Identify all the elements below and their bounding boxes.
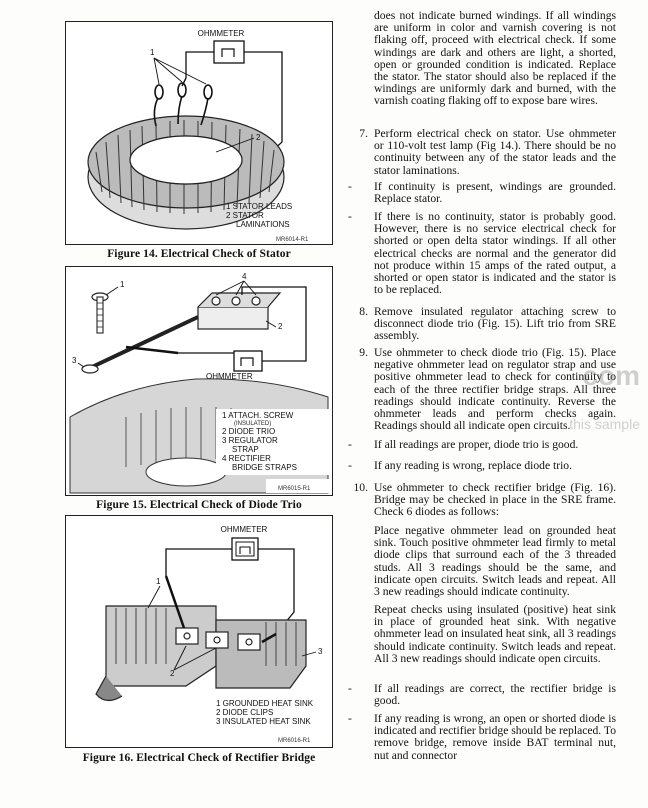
figure-code: MR6016-R1 — [278, 738, 311, 744]
callout-2: 2 — [256, 133, 261, 142]
dash: - — [348, 210, 352, 223]
intro-paragraph: does not indicate burned windings. If all windings are uniform in color and varnish covering is not flaking off, proceed with electrical check. If some windings are dark and others are light, a shorted, open or grounded condition is indicated. Replace the stator. The stator should also be replaced if the windings are uniformly dark and burned, with the varnish coating flaking off to expose bare wires. — [374, 9, 616, 108]
legend-item-1b: (INSULATED) — [234, 421, 272, 427]
callout-3: 3 — [318, 647, 323, 656]
ohmmeter-label: OHMMETER — [206, 372, 253, 381]
step-number: 8. — [359, 305, 368, 318]
callout-1: 1 — [120, 280, 125, 289]
figure-15-caption: Figure 15. Electrical Check of Diode Trio — [96, 499, 302, 511]
bullet-bridge-replace: - If any reading is wrong, an open or shorted diode is indicated and rectifier bridge should be replaced. To remove bridge, remove inside BAT terminal nut, nut and connector — [348, 712, 616, 762]
dash: - — [348, 459, 352, 472]
figure-15-frame — [65, 266, 333, 496]
step-10: 10. Use ohmmeter to check rectifier bridge (Fig. 16). Bridge may be checked in place in the SRE frame. Check 6 diodes as follows: — [348, 482, 616, 519]
step-8: 8. Remove insulated regulator attaching screw to disconnect diode trio (Fig. 15). Lift trio from SRE assembly. — [348, 306, 616, 343]
text-column — [348, 0, 616, 808]
bullet-trio-good: - If all readings are proper, diode trio is good. — [348, 438, 579, 451]
stator-illustration — [66, 22, 332, 244]
callout-1: 1 — [150, 48, 155, 57]
figure-16-frame — [65, 515, 333, 748]
legend-item-2b: LAMINATIONS — [236, 220, 290, 229]
bullet-bridge-good: - If all readings are correct, the rectifier bridge is good. — [348, 682, 616, 708]
dash: - — [348, 180, 352, 193]
paragraph-grounded-check: Place negative ohmmeter lead on grounded heat sink. Touch positive ohmmeter lead firmly to metal diode clips that surround each of the 3 threaded studs. All 3 readings should be the same, and indicate open circuits. Switch leads and repeat. All 3 new readings should indicate continuity. — [374, 524, 616, 599]
figure-16-caption: Figure 16. Electrical Check of Rectifier Bridge — [82, 752, 316, 764]
grounded-heat-sink — [106, 606, 216, 686]
diode-trio — [198, 307, 268, 329]
bullet-continuity: - If continuity is present, windings are grounded. Replace stator. — [348, 180, 616, 206]
step-number: 9. — [359, 346, 368, 359]
callout-4: 4 — [242, 272, 247, 281]
ohmmeter-label: OHMMETER — [197, 29, 245, 38]
legend-item-1: 1 ATTACH. SCREW — [222, 411, 294, 420]
figure-14-frame — [65, 21, 333, 245]
figure-code: MR6014-R1 — [276, 237, 309, 243]
watermark-sample: this sample — [569, 416, 640, 432]
legend-item-4b: BRIDGE STRAPS — [232, 463, 297, 472]
step-9: 9. Use ohmmeter to check diode trio (Fig. 15). Place negative ohmmeter lead on regulator strap and use positive ohmmeter lead to check for continuity to each of the three rectifier bridge straps. All three readings should indicate continuity. Reverse the ohmmeter leads and perform checks again. Readings should all indicate open circuits. — [348, 347, 616, 432]
diode-trio-illustration — [66, 267, 332, 495]
step-number: 7. — [359, 127, 368, 140]
insulated-heat-sink — [216, 620, 306, 688]
ohmmeter-label: OHMMETER — [220, 525, 268, 534]
legend-item-1: 1 GROUNDED HEAT SINK — [216, 699, 314, 708]
figure-14-caption: Figure 14. Electrical Check of Stator — [107, 248, 291, 260]
callout-3: 3 — [72, 356, 77, 365]
attach-screw — [92, 293, 108, 333]
legend-item-1: 1 STATOR LEADS — [226, 202, 293, 211]
dash: - — [348, 438, 352, 451]
ohmmeter-dial-icon — [222, 49, 234, 57]
paragraph-insulated-check: Repeat checks using insulated (positive) heat sink in place of grounded heat sink. With negative ohmmeter lead on insulated heat sink, all 3 readings should indicate continuity. Switch leads and repeat. All 3 new readings should indicate open circuits. — [374, 603, 616, 665]
dash: - — [348, 682, 352, 695]
bullet-no-continuity: - If there is no continuity, stator is probably good. However, there is no service electrical check for shorted or open delta stator windings. If all other electrical checks are normal and the generator did not produce within 15 amps of the rated output, a shorted or open stator is indicated and the stator is to be replaced. — [348, 210, 616, 297]
callout-2: 2 — [278, 322, 283, 331]
legend-item-2: 2 STATOR — [226, 211, 264, 220]
legend-item-3b: STRAP — [232, 445, 259, 454]
dash: - — [348, 712, 352, 725]
legend-item-3: 3 INSULATED HEAT SINK — [216, 717, 311, 726]
ohmmeter-box — [234, 351, 262, 371]
callout-1: 1 — [156, 577, 161, 586]
legend-item-4: 4 RECTIFIER — [222, 454, 271, 463]
legend-item-3: 3 REGULATOR — [222, 436, 278, 445]
legend-item-2: 2 DIODE TRIO — [222, 427, 276, 436]
watermark-text: com — [582, 360, 640, 391]
step-number: 10. — [353, 481, 368, 494]
callout-2: 2 — [170, 669, 175, 678]
step-7: 7. Perform electrical check on stator. Use ohmmeter or 110-volt test lamp (Fig 14.). There should be no continuity between any of the stator leads and the stator laminations. — [348, 128, 616, 177]
rectifier-bridge-illustration — [66, 516, 332, 747]
legend-item-2: 2 DIODE CLIPS — [216, 708, 274, 717]
bullet-trio-replace: - If any reading is wrong, replace diode trio. — [348, 459, 572, 472]
figure-code: MR6015-R1 — [278, 486, 311, 492]
ohmmeter-box — [214, 41, 244, 63]
